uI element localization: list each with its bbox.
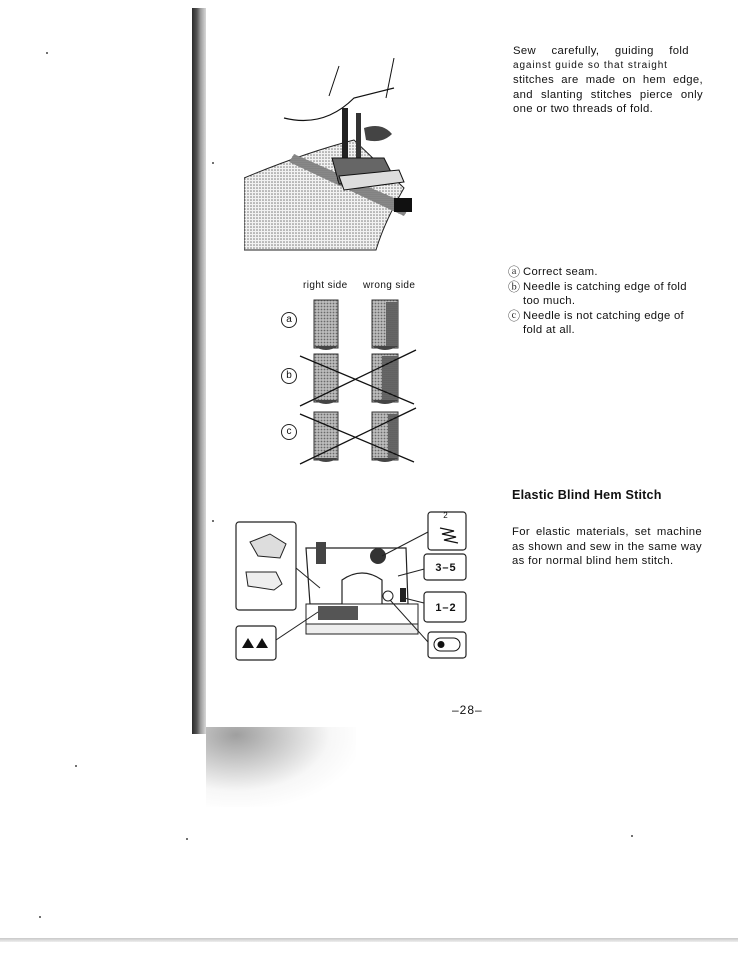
instruction-line-1: Sew carefully, guiding fold — [513, 45, 689, 57]
scan-speck — [46, 52, 48, 54]
sample-a-right — [314, 300, 338, 350]
section-heading: Elastic Blind Hem Stitch — [512, 488, 662, 502]
scan-shadow — [206, 727, 356, 807]
scan-speck — [39, 916, 41, 918]
row-marker-c: c — [281, 424, 297, 440]
right-side-caption: right side — [303, 280, 348, 291]
machine-settings-illustration — [232, 508, 472, 668]
legend-item-c — [508, 309, 703, 338]
legend-text-a: Correct seam. — [523, 266, 598, 278]
instruction-rest: stitches are made on hem edge, and slanting stitches pierce only one or two threads of fold. — [513, 74, 703, 115]
legend-text-b: Needle is catching edge of fold too much. — [523, 280, 687, 307]
bottom-edge-rule — [0, 938, 738, 942]
row-marker-b: b — [281, 368, 297, 384]
page-number: –28– — [452, 703, 483, 717]
section-body: For elastic materials, set machine as shown and sew in the same way as for normal blind hem stitch. — [512, 526, 702, 567]
scan-speck — [75, 765, 77, 767]
sample-b — [300, 350, 416, 406]
row-marker-a: a — [281, 312, 297, 328]
wrong-side-caption: wrong side — [363, 280, 416, 291]
stitch-length-label: 3–5 — [435, 562, 457, 574]
scan-speck — [212, 520, 214, 522]
instruction-paragraph — [513, 44, 703, 117]
legend-mark-a: ⓐ — [508, 265, 521, 279]
legend-mark-b: ⓑ — [508, 279, 521, 294]
sample-c — [300, 408, 416, 464]
page-binding-shadow — [192, 8, 206, 734]
stitch-width-label: 1–2 — [435, 602, 457, 614]
legend-item-b — [508, 280, 703, 309]
instruction-line-2: against guide so that straight — [513, 59, 668, 71]
scan-speck — [186, 838, 188, 840]
legend-mark-c: ⓒ — [508, 308, 521, 323]
sample-a-wrong — [372, 300, 398, 350]
seam-legend — [508, 265, 703, 338]
seam-comparison-diagram — [296, 296, 426, 476]
legend-item-a — [508, 265, 703, 280]
pattern-number-label: 2 — [443, 511, 449, 520]
scan-speck — [631, 835, 633, 837]
scan-speck — [212, 162, 214, 164]
legend-text-c: Needle is not catching edge of fold at all. — [523, 309, 684, 336]
blind-hem-sewing-illustration — [244, 58, 424, 253]
